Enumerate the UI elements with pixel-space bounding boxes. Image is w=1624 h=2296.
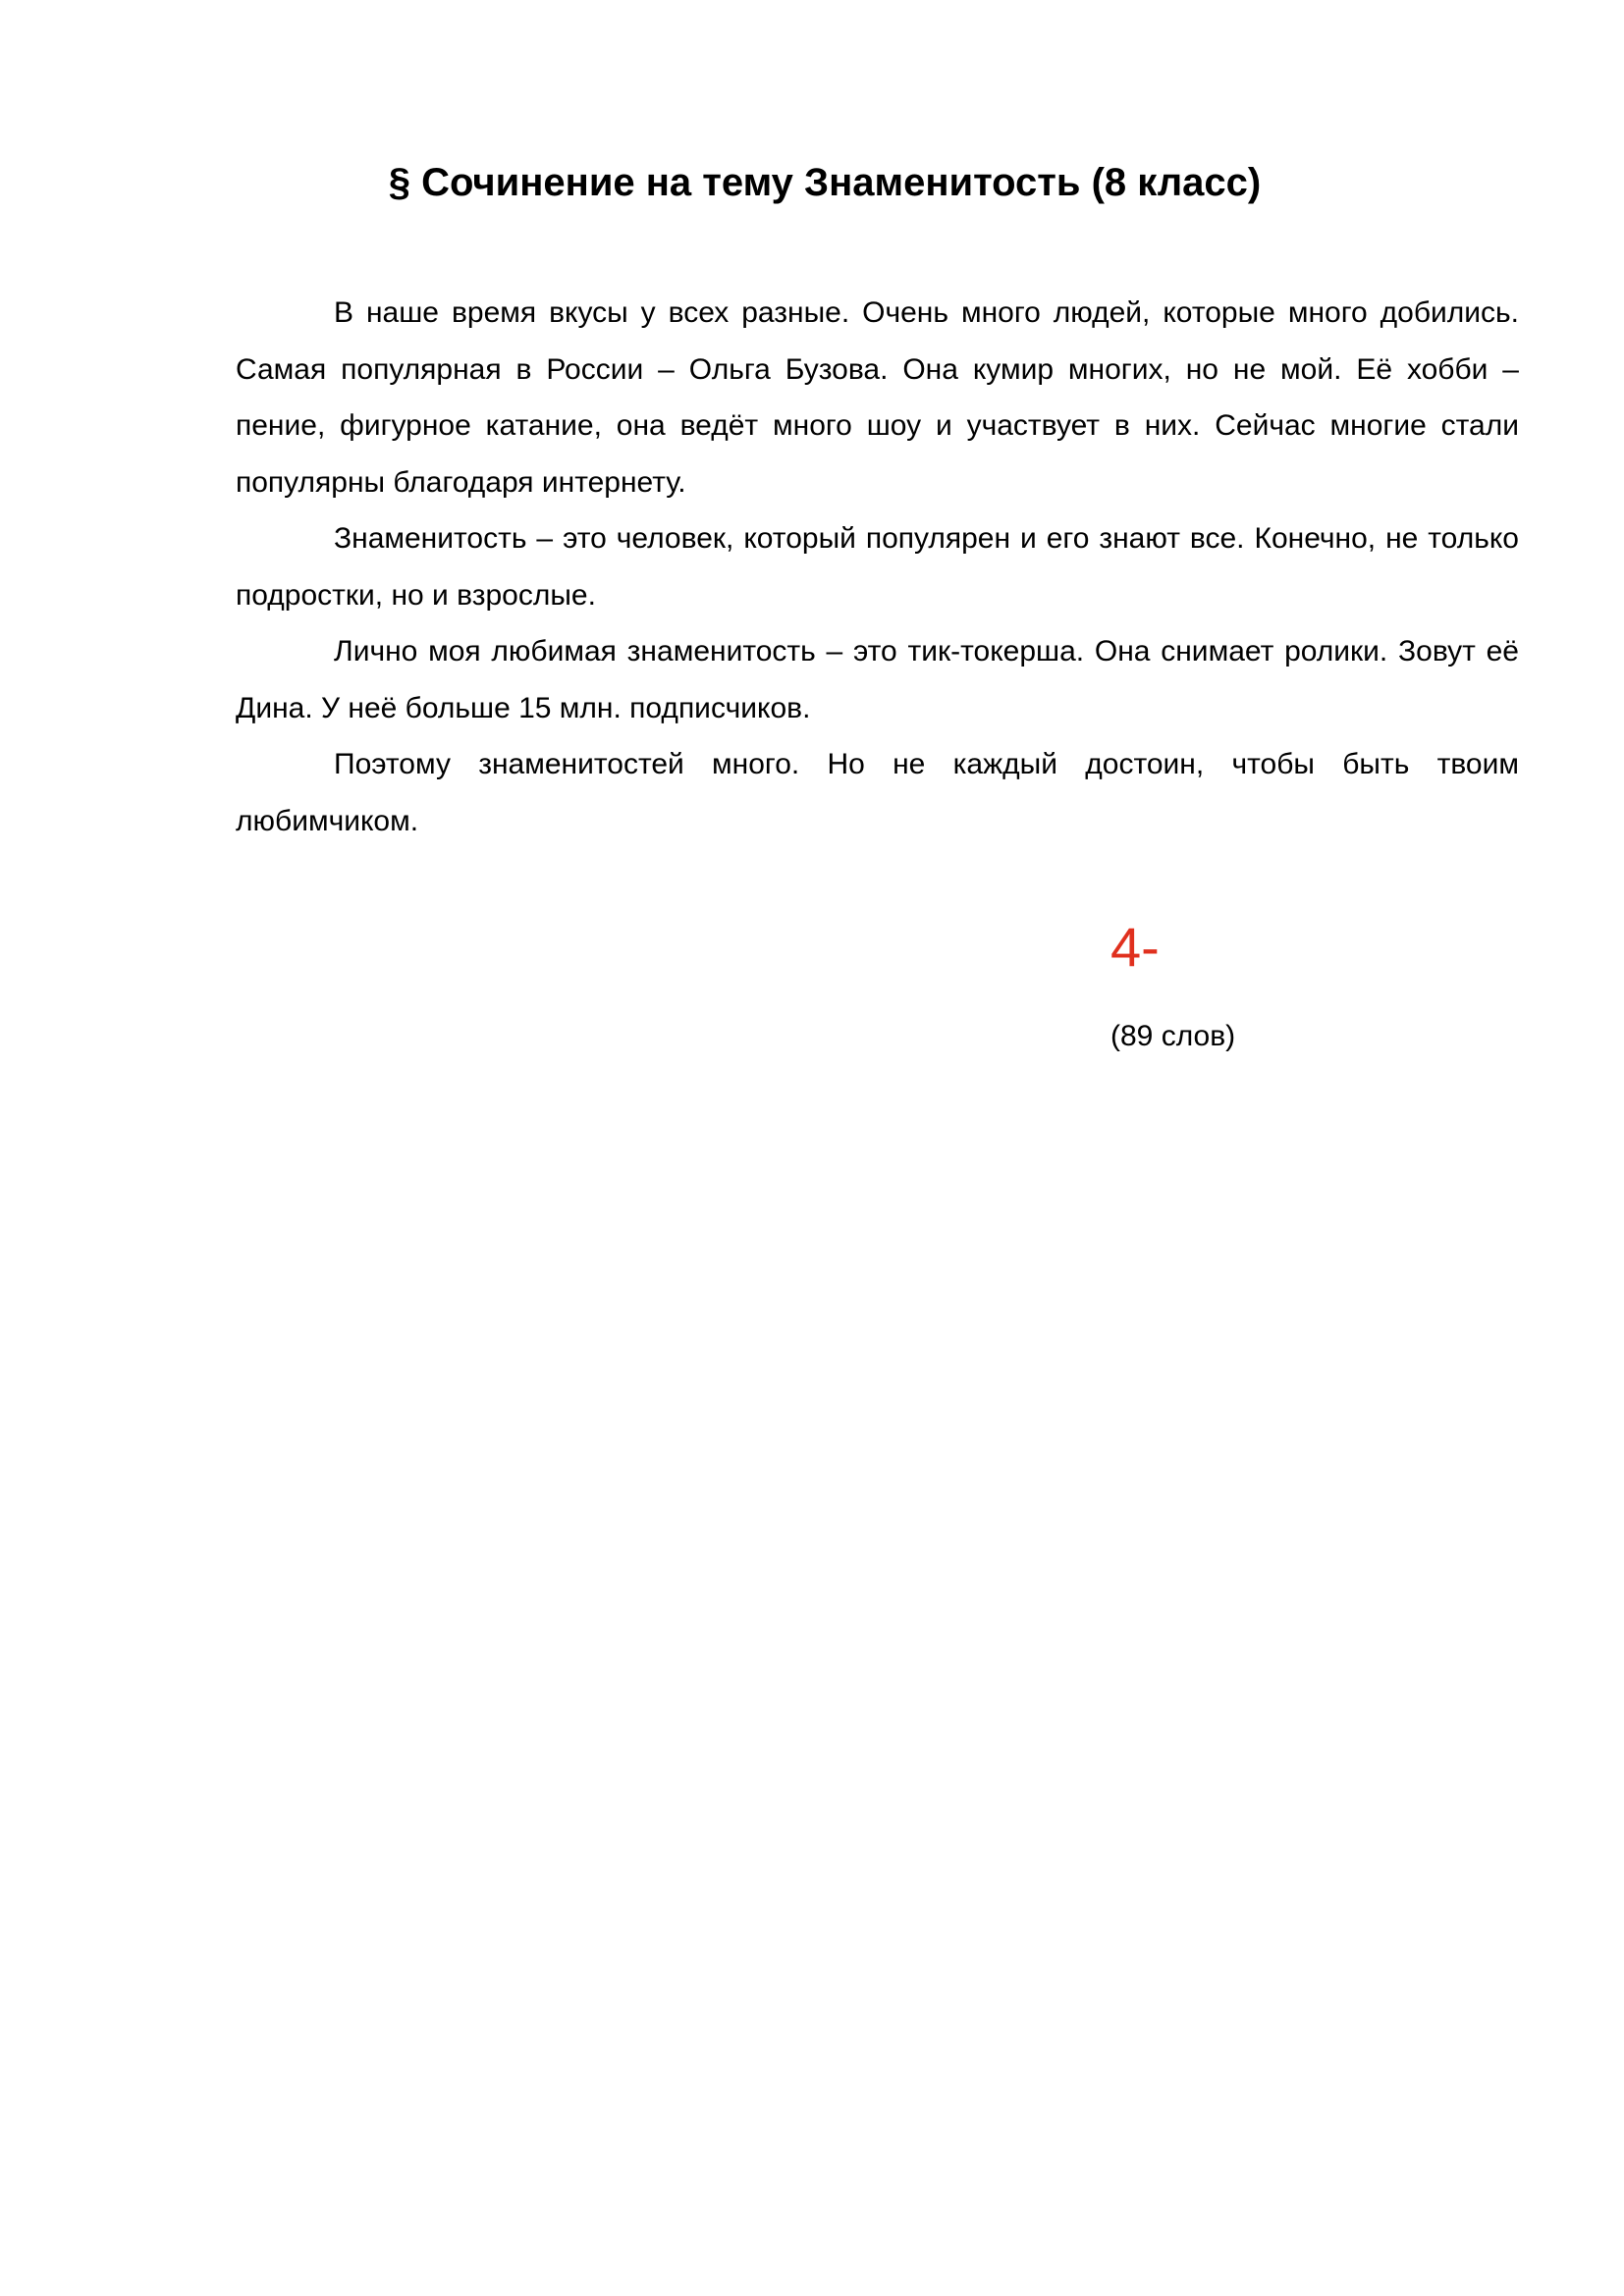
essay-paragraph-4: Поэтому знаменитостей много. Но не каждый достоин, чтобы быть твоим любимчиком. — [236, 748, 1519, 837]
essay-paragraph-2: Знаменитость – это человек, который популярен и его знают все. Конечно, не только подростки, но и взрослые. — [236, 522, 1519, 612]
document-title: § Сочинение на тему Знаменитость (8 класс) — [388, 161, 1262, 204]
essay-paragraph-1: В наше время вкусы у всех разные. Очень много людей, которые много добились. Самая популярная в России – Ольга Бузова. Она кумир многих, но не мой. Её хобби – пение, фигурное катание, она ведёт много шоу и участвует в них. Сейчас многие стали популярны благодаря интернету. — [236, 296, 1519, 499]
essay-paragraph-3: Лично моя любимая знаменитость – это тик-токерша. Она снимает ролики. Зовут её Дина. У неё больше 15 млн. подписчиков. — [236, 635, 1519, 724]
word-count: (89 слов) — [1110, 1020, 1236, 1052]
essay-body — [236, 285, 1519, 849]
grade-mark: 4- — [1110, 916, 1160, 978]
